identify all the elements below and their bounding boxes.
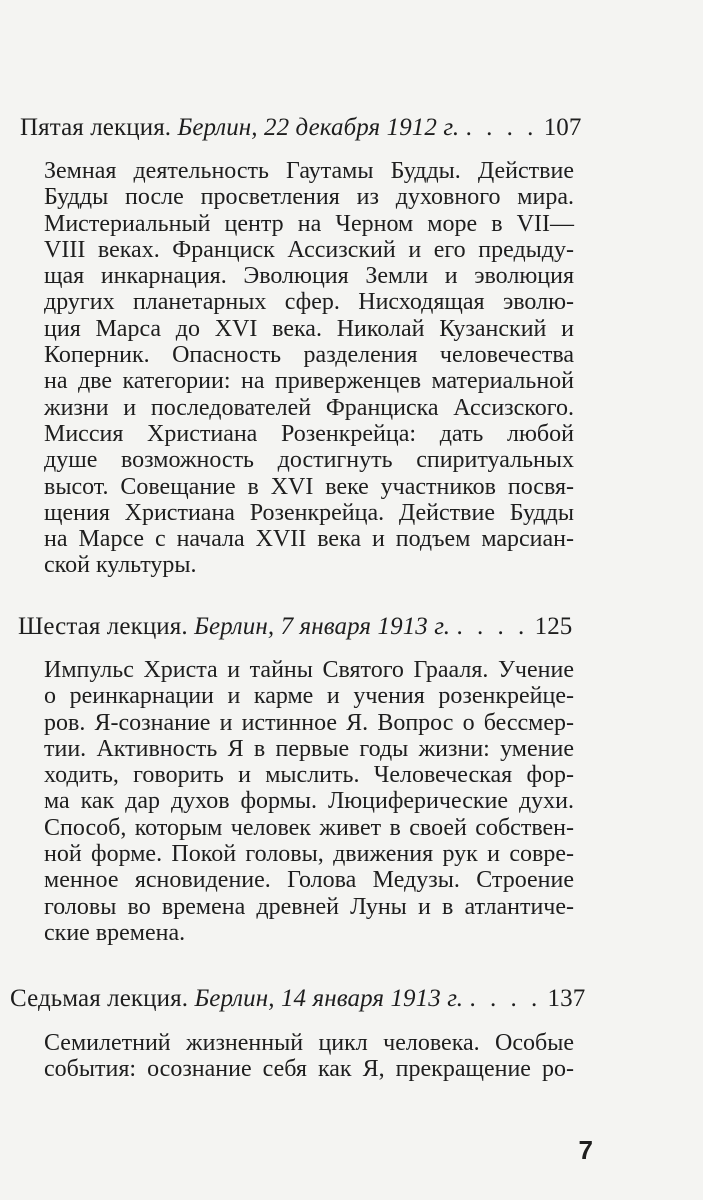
lecture-7-leader-dots: . . . . — [469, 985, 542, 1012]
summary-line: ция Марса до XVI века. Николай Кузанский и — [44, 315, 574, 342]
lecture-7-title: Седьмая лекция. — [10, 985, 189, 1012]
summary-line: высот. Совещание в XVI веке участников посвя- — [44, 473, 574, 500]
summary-line: Мистериальный центр на Черном море в VII— — [44, 210, 574, 237]
lecture-7-heading — [10, 984, 585, 1014]
summary-line: тии. Активность Я в первые годы жизни: умение — [44, 735, 574, 762]
page-number: 7 — [578, 1135, 593, 1165]
summary-line: на Марсе с начала XVII века и подъем марсиан- — [44, 526, 574, 553]
summary-line: душе возможность достигнуть спиритуальных — [44, 447, 574, 474]
lecture-6-leader-dots: . . . . — [456, 613, 529, 640]
lecture-7-page: 137 — [547, 985, 586, 1012]
lecture-7-place-date: Берлин, 14 января 1913 г. — [194, 985, 464, 1012]
lecture-6-page: 125 — [534, 613, 573, 640]
lecture-5-place-date: Берлин, 22 декабря 1912 г. — [177, 114, 460, 141]
summary-line: Семилетний жизненный цикл человека. Особые — [44, 1030, 574, 1056]
lecture-6-place-date: Берлин, 7 января 1913 г. — [194, 613, 451, 640]
lecture-5-page: 107 — [543, 114, 582, 141]
summary-line: Способ, которым человек живет в своей собствен- — [44, 814, 574, 841]
summary-line: Земная деятельность Гаутамы Будды. Действие — [44, 158, 574, 184]
summary-line: щения Христиана Розенкрейца. Действие Будды — [44, 499, 574, 526]
summary-line: о реинкарнации и карме и учения розенкрейце- — [44, 683, 574, 710]
summary-line: на две категории: на приверженцев материальной — [44, 368, 574, 395]
summary-line: жизни и последователей Франциска Ассизского. — [44, 394, 574, 421]
summary-line: Миссия Христиана Розенкрейца: дать любой — [44, 420, 574, 447]
summary-line: VIII веках. Франциск Ассизский и его предыду- — [44, 236, 574, 263]
summary-line: события: осознание себя как Я, прекращение ро- — [44, 1056, 574, 1083]
summary-line: ские времена. — [44, 919, 186, 946]
lecture-6-heading — [18, 612, 572, 642]
summary-line: менное ясновидение. Голова Медузы. Строение — [44, 867, 574, 894]
lecture-6-summary — [44, 657, 574, 946]
lecture-5-title: Пятая лекция. — [20, 114, 172, 141]
summary-line: ской культуры. — [44, 552, 197, 579]
summary-line: ной форме. Покой головы, движения рук и совре- — [44, 841, 574, 868]
summary-line: головы во времена древней Луны и в атлантиче- — [44, 893, 574, 920]
lecture-5-summary — [44, 158, 574, 579]
summary-line: Коперник. Опасность разделения человечества — [44, 342, 574, 369]
lecture-6-title: Шестая лекция. — [18, 613, 188, 640]
lecture-5-leader-dots: . . . . — [465, 114, 538, 141]
lecture-7-summary — [44, 1030, 574, 1083]
summary-line: Будды после просветления из духовного мира. — [44, 184, 574, 211]
summary-line: щая инкарнация. Эволюция Земли и эволюция — [44, 263, 574, 290]
summary-line: других планетарных сфер. Нисходящая эволю- — [44, 289, 574, 316]
summary-line: ходить, говорить и мыслить. Человеческая фор- — [44, 762, 574, 789]
lecture-5-heading — [20, 113, 582, 143]
summary-line: Импульс Христа и тайны Святого Грааля. Учение — [44, 657, 574, 683]
summary-line: ров. Я-сознание и истинное Я. Вопрос о бессмер- — [44, 709, 574, 736]
summary-line: ма как дар духов формы. Люциферические духи. — [44, 788, 574, 815]
